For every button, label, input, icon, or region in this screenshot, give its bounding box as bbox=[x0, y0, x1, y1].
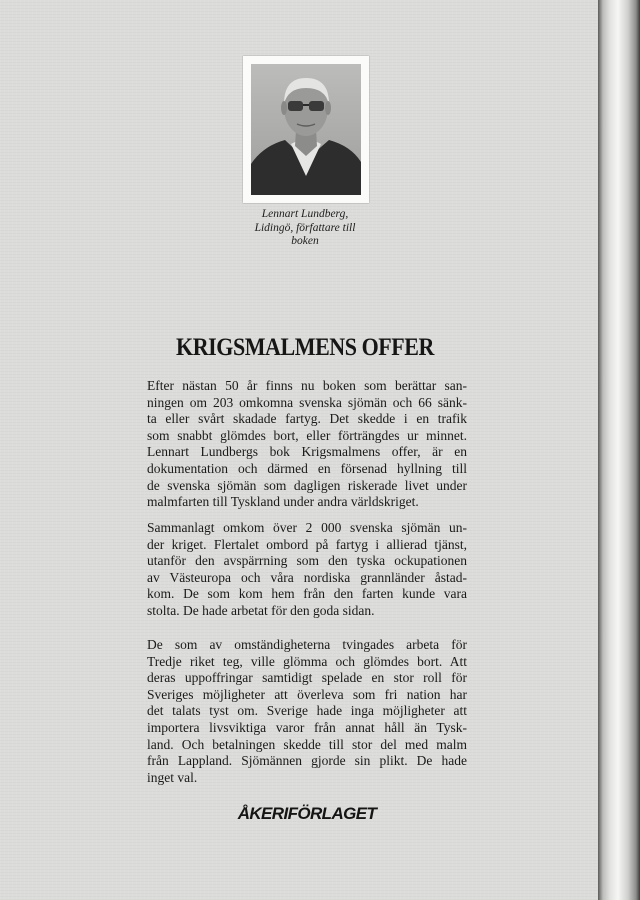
text-line: Tredje riket teg, ville glömma och glömdes bort. Att bbox=[147, 653, 467, 669]
text-line: det talats tyst om. Sverige hade inga möjligheter att bbox=[147, 703, 467, 719]
caption-line: boken bbox=[291, 235, 319, 247]
text-line: deras uppoffringar samtidigt spelade en stor roll för bbox=[147, 670, 467, 686]
author-photo-frame bbox=[243, 56, 369, 203]
text-line: ta eller svårt skadade fartyg. Det skedde i en trafik bbox=[147, 411, 467, 427]
paragraph-2 bbox=[147, 520, 467, 620]
text-line: inget val. bbox=[147, 769, 198, 785]
photo-caption bbox=[200, 208, 410, 249]
text-line: Lennart Lundbergs bok Krigsmalmens offer, är en bbox=[147, 444, 467, 460]
text-line: malmfarten till Tyskland under andra världskriget. bbox=[147, 494, 419, 510]
text-line: Efter nästan 50 år finns nu boken som berättar san- bbox=[147, 378, 467, 393]
text-line: stolta. De hade arbetat för den goda sidan. bbox=[147, 602, 375, 618]
text-line: dokumentation och därmed en försenad hyllning till bbox=[147, 460, 467, 476]
publisher-logo: ÅKERIFÖRLAGET bbox=[237, 804, 377, 823]
text-line: ningen om 203 omkomna svenska sjömän och 66 sänk- bbox=[147, 394, 467, 410]
paragraph-3 bbox=[147, 637, 467, 786]
paragraph-1 bbox=[147, 378, 467, 511]
text-line: som snabbt glömdes bort, eller förträngdes ur minnet. bbox=[147, 427, 467, 443]
text-line: Sveriges möjligheter att överleva som fri nation har bbox=[147, 686, 467, 702]
book-spine-edge bbox=[598, 0, 640, 900]
text-line: från Lappland. Sjömännen gjorde sin plikt. De hade bbox=[147, 753, 467, 769]
caption-line: Lennart Lundberg, bbox=[261, 208, 349, 220]
text-line: importera livsviktiga varor från annat håll än Tysk- bbox=[147, 719, 467, 735]
author-photo bbox=[251, 64, 361, 195]
text-line: de svenska sjömän som dagligen riskerade livet under bbox=[147, 477, 467, 493]
text-line: der kriget. Flertalet ombord på fartyg i allierad tjänst, bbox=[147, 536, 467, 552]
author-portrait-image bbox=[251, 64, 361, 195]
book-title: KRIGSMALMENS OFFER bbox=[176, 334, 434, 361]
text-line: De som av omständigheterna tvingades arbeta för bbox=[147, 637, 467, 652]
text-line: utanför den avspärrning som den tyska ockupationen bbox=[147, 553, 467, 569]
text-line: land. Och betalningen skedde till stor del med malm bbox=[147, 736, 467, 752]
caption-line: Lidingö, författare till bbox=[254, 221, 356, 234]
text-line: av Västeuropa och våra nordiska grannländer åstad- bbox=[147, 569, 467, 585]
text-line: Sammanlagt omkom över 2 000 svenska sjömän un- bbox=[147, 520, 467, 535]
text-line: kom. De som kom hem från den farten kunde vara bbox=[147, 586, 467, 602]
